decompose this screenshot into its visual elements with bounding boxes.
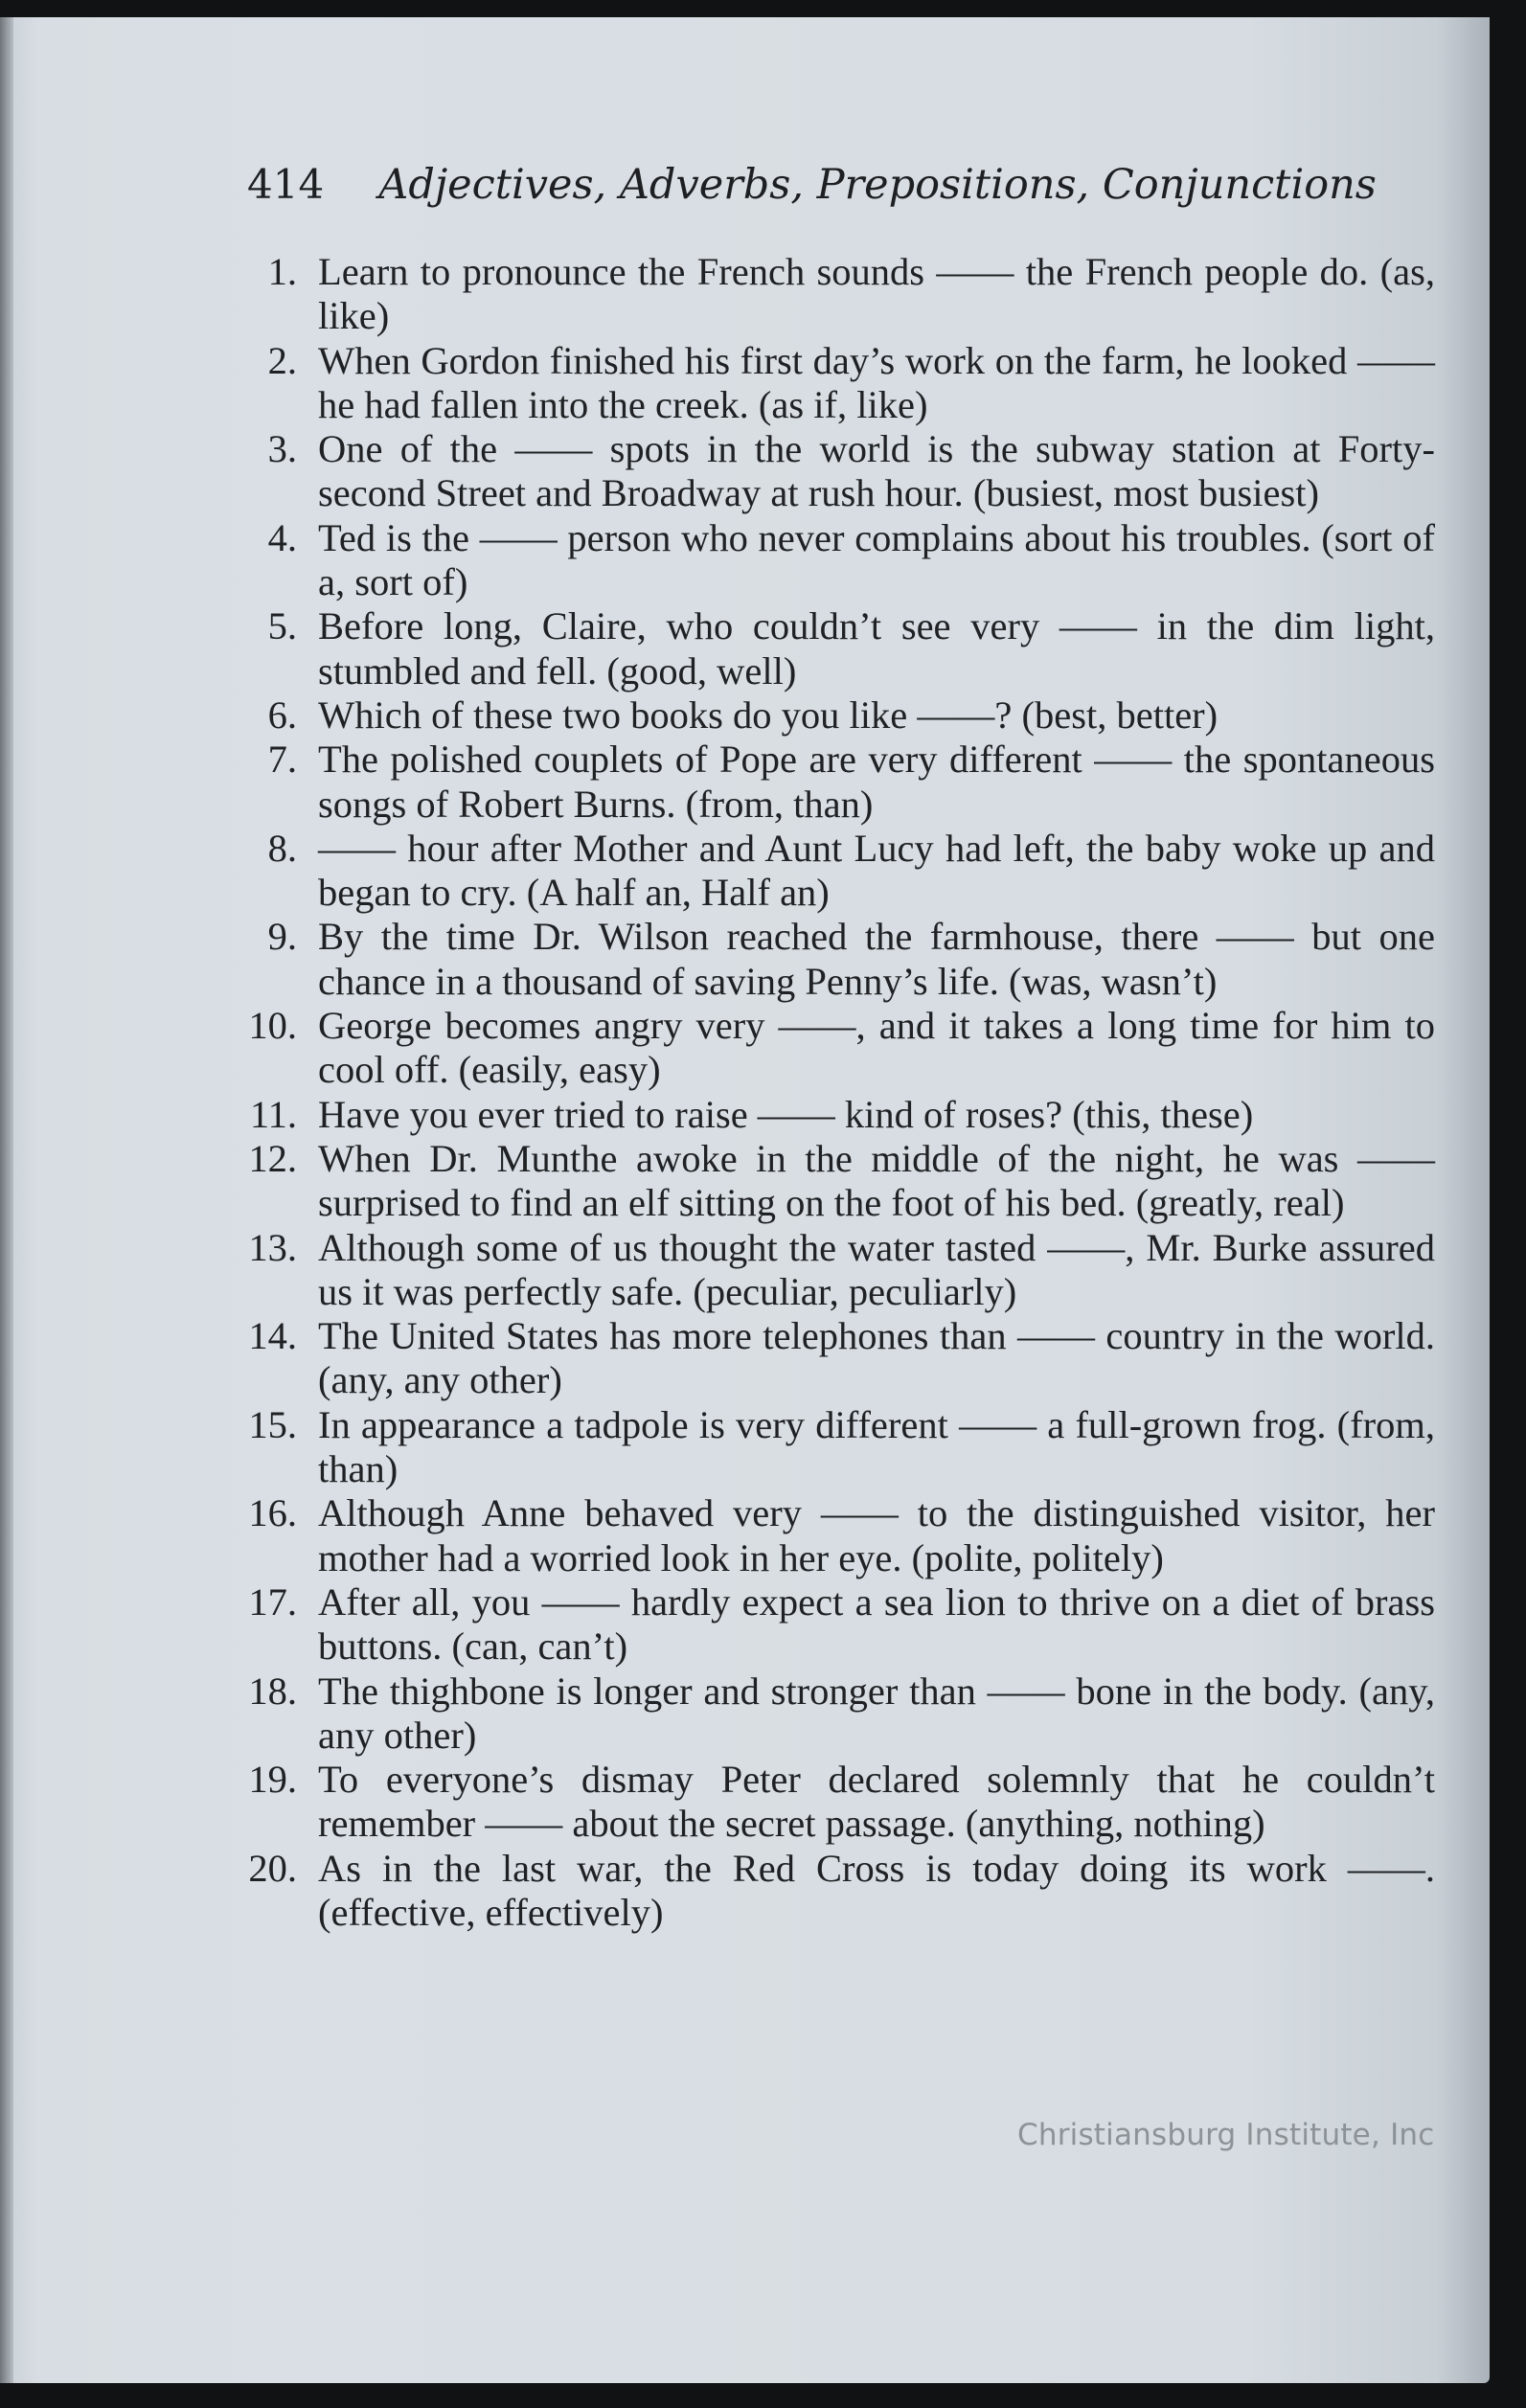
exercise-item — [239, 1403, 1435, 1492]
exercise-number: 3. — [267, 427, 297, 471]
exercise-text: Which of these two books do you like ——? (best, better) — [318, 693, 1219, 737]
exercise-number: 1. — [267, 250, 297, 293]
page-header — [247, 161, 1435, 228]
exercise-item — [239, 339, 1435, 428]
exercise-number: 18. — [248, 1669, 297, 1713]
exercise-item — [239, 427, 1435, 516]
exercise-item — [239, 1491, 1435, 1580]
exercise-item — [239, 1226, 1435, 1315]
exercise-text: Learn to pronounce the French sounds —— the French people do. (as, like) — [318, 250, 1435, 338]
exercise-item — [239, 250, 1435, 339]
exercise-text: The United States has more telephones than —— country in the world. (any, any other) — [318, 1314, 1435, 1402]
exercise-item — [239, 915, 1435, 1004]
exercise-number: 6. — [267, 693, 297, 737]
exercise-number: 13. — [248, 1225, 297, 1269]
exercise-item — [239, 1580, 1435, 1670]
exercise-text: To everyone’s dismay Peter declared solemnly that he couldn’t remember —— about the secret passage. (anything, nothing) — [318, 1758, 1435, 1846]
exercise-item — [239, 1093, 1435, 1137]
watermark: Christiansburg Institute, Inc — [1017, 2118, 1435, 2152]
exercise-text: —— hour after Mother and Aunt Lucy had left, the baby woke up and began to cry. (A half an, Half an) — [318, 826, 1435, 915]
exercise-number: 8. — [267, 826, 297, 870]
exercise-number: 9. — [267, 915, 297, 959]
exercise-list — [239, 250, 1435, 1935]
exercise-text: Before long, Claire, who couldn’t see very —— in the dim light, stumbled and fell. (good, well) — [318, 604, 1435, 693]
exercise-text: In appearance a tadpole is very different —— a full-grown frog. (from, than) — [318, 1402, 1435, 1491]
exercise-item — [239, 1314, 1435, 1403]
exercise-number: 2. — [267, 338, 297, 382]
exercise-text: The polished couplets of Pope are very different —— the spontaneous songs of Robert Burns. (from, than) — [318, 738, 1435, 826]
exercise-text: When Gordon finished his first day’s work on the farm, he looked —— he had fallen into the creek. (as if, like) — [318, 338, 1435, 426]
exercise-text: After all, you —— hardly expect a sea lion to thrive on a diet of brass buttons. (can, can’t) — [318, 1579, 1435, 1669]
exercise-item — [239, 1847, 1435, 1936]
exercise-item — [239, 516, 1435, 605]
exercise-text: George becomes angry very ——, and it takes a long time for him to cool off. (easily, easy) — [318, 1004, 1435, 1092]
exercise-number: 20. — [248, 1846, 297, 1890]
running-title: Adjectives, Adverbs, Prepositions, Conjunctions — [378, 161, 1377, 209]
exercise-text: When Dr. Munthe awoke in the middle of the night, he was —— surprised to find an elf sitting on the foot of his bed. (greatly, real) — [318, 1136, 1435, 1225]
exercise-item — [239, 604, 1435, 693]
page-number: 414 — [247, 161, 325, 208]
exercise-number: 15. — [248, 1402, 297, 1446]
exercise-text: As in the last war, the Red Cross is today doing its work ——. (effective, effectively) — [318, 1846, 1435, 1934]
exercise-text: The thighbone is longer and stronger than —— bone in the body. (any, any other) — [318, 1669, 1435, 1757]
exercise-text: Although some of us thought the water tasted ——, Mr. Burke assured us it was perfectly safe. (peculiar, peculiarly) — [318, 1225, 1435, 1313]
exercise-number: 12. — [248, 1136, 297, 1180]
exercise-text: By the time Dr. Wilson reached the farmhouse, there —— but one chance in a thousand of saving Penny’s life. (was, wasn’t) — [318, 915, 1435, 1003]
exercise-text: Although Anne behaved very —— to the distinguished visitor, her mother had a worried look in her eye. (polite, politely) — [318, 1491, 1435, 1579]
book-page — [0, 17, 1490, 2383]
exercise-number: 17. — [248, 1579, 297, 1624]
exercise-item — [239, 1758, 1435, 1847]
exercise-number: 5. — [267, 604, 297, 648]
exercise-number: 4. — [267, 515, 297, 559]
exercise-item — [239, 738, 1435, 827]
exercise-item — [239, 1004, 1435, 1093]
exercise-number: 10. — [248, 1004, 297, 1048]
exercise-item — [239, 693, 1435, 738]
exercise-text: Ted is the —— person who never complains about his troubles. (sort of a, sort of) — [318, 515, 1435, 604]
exercise-number: 16. — [248, 1491, 297, 1535]
exercise-item — [239, 827, 1435, 916]
exercise-number: 19. — [248, 1758, 297, 1802]
exercise-number: 11. — [249, 1092, 297, 1136]
exercise-number: 14. — [248, 1314, 297, 1358]
exercise-item — [239, 1670, 1435, 1759]
exercise-number: 7. — [267, 738, 297, 782]
exercise-text: Have you ever tried to raise —— kind of roses? (this, these) — [318, 1092, 1254, 1136]
exercise-text: One of the —— spots in the world is the subway station at Forty-second Street and Broadway at rush hour. (busiest, most busiest) — [318, 427, 1435, 515]
page-binding-edge — [0, 17, 13, 2383]
exercise-item — [239, 1137, 1435, 1226]
